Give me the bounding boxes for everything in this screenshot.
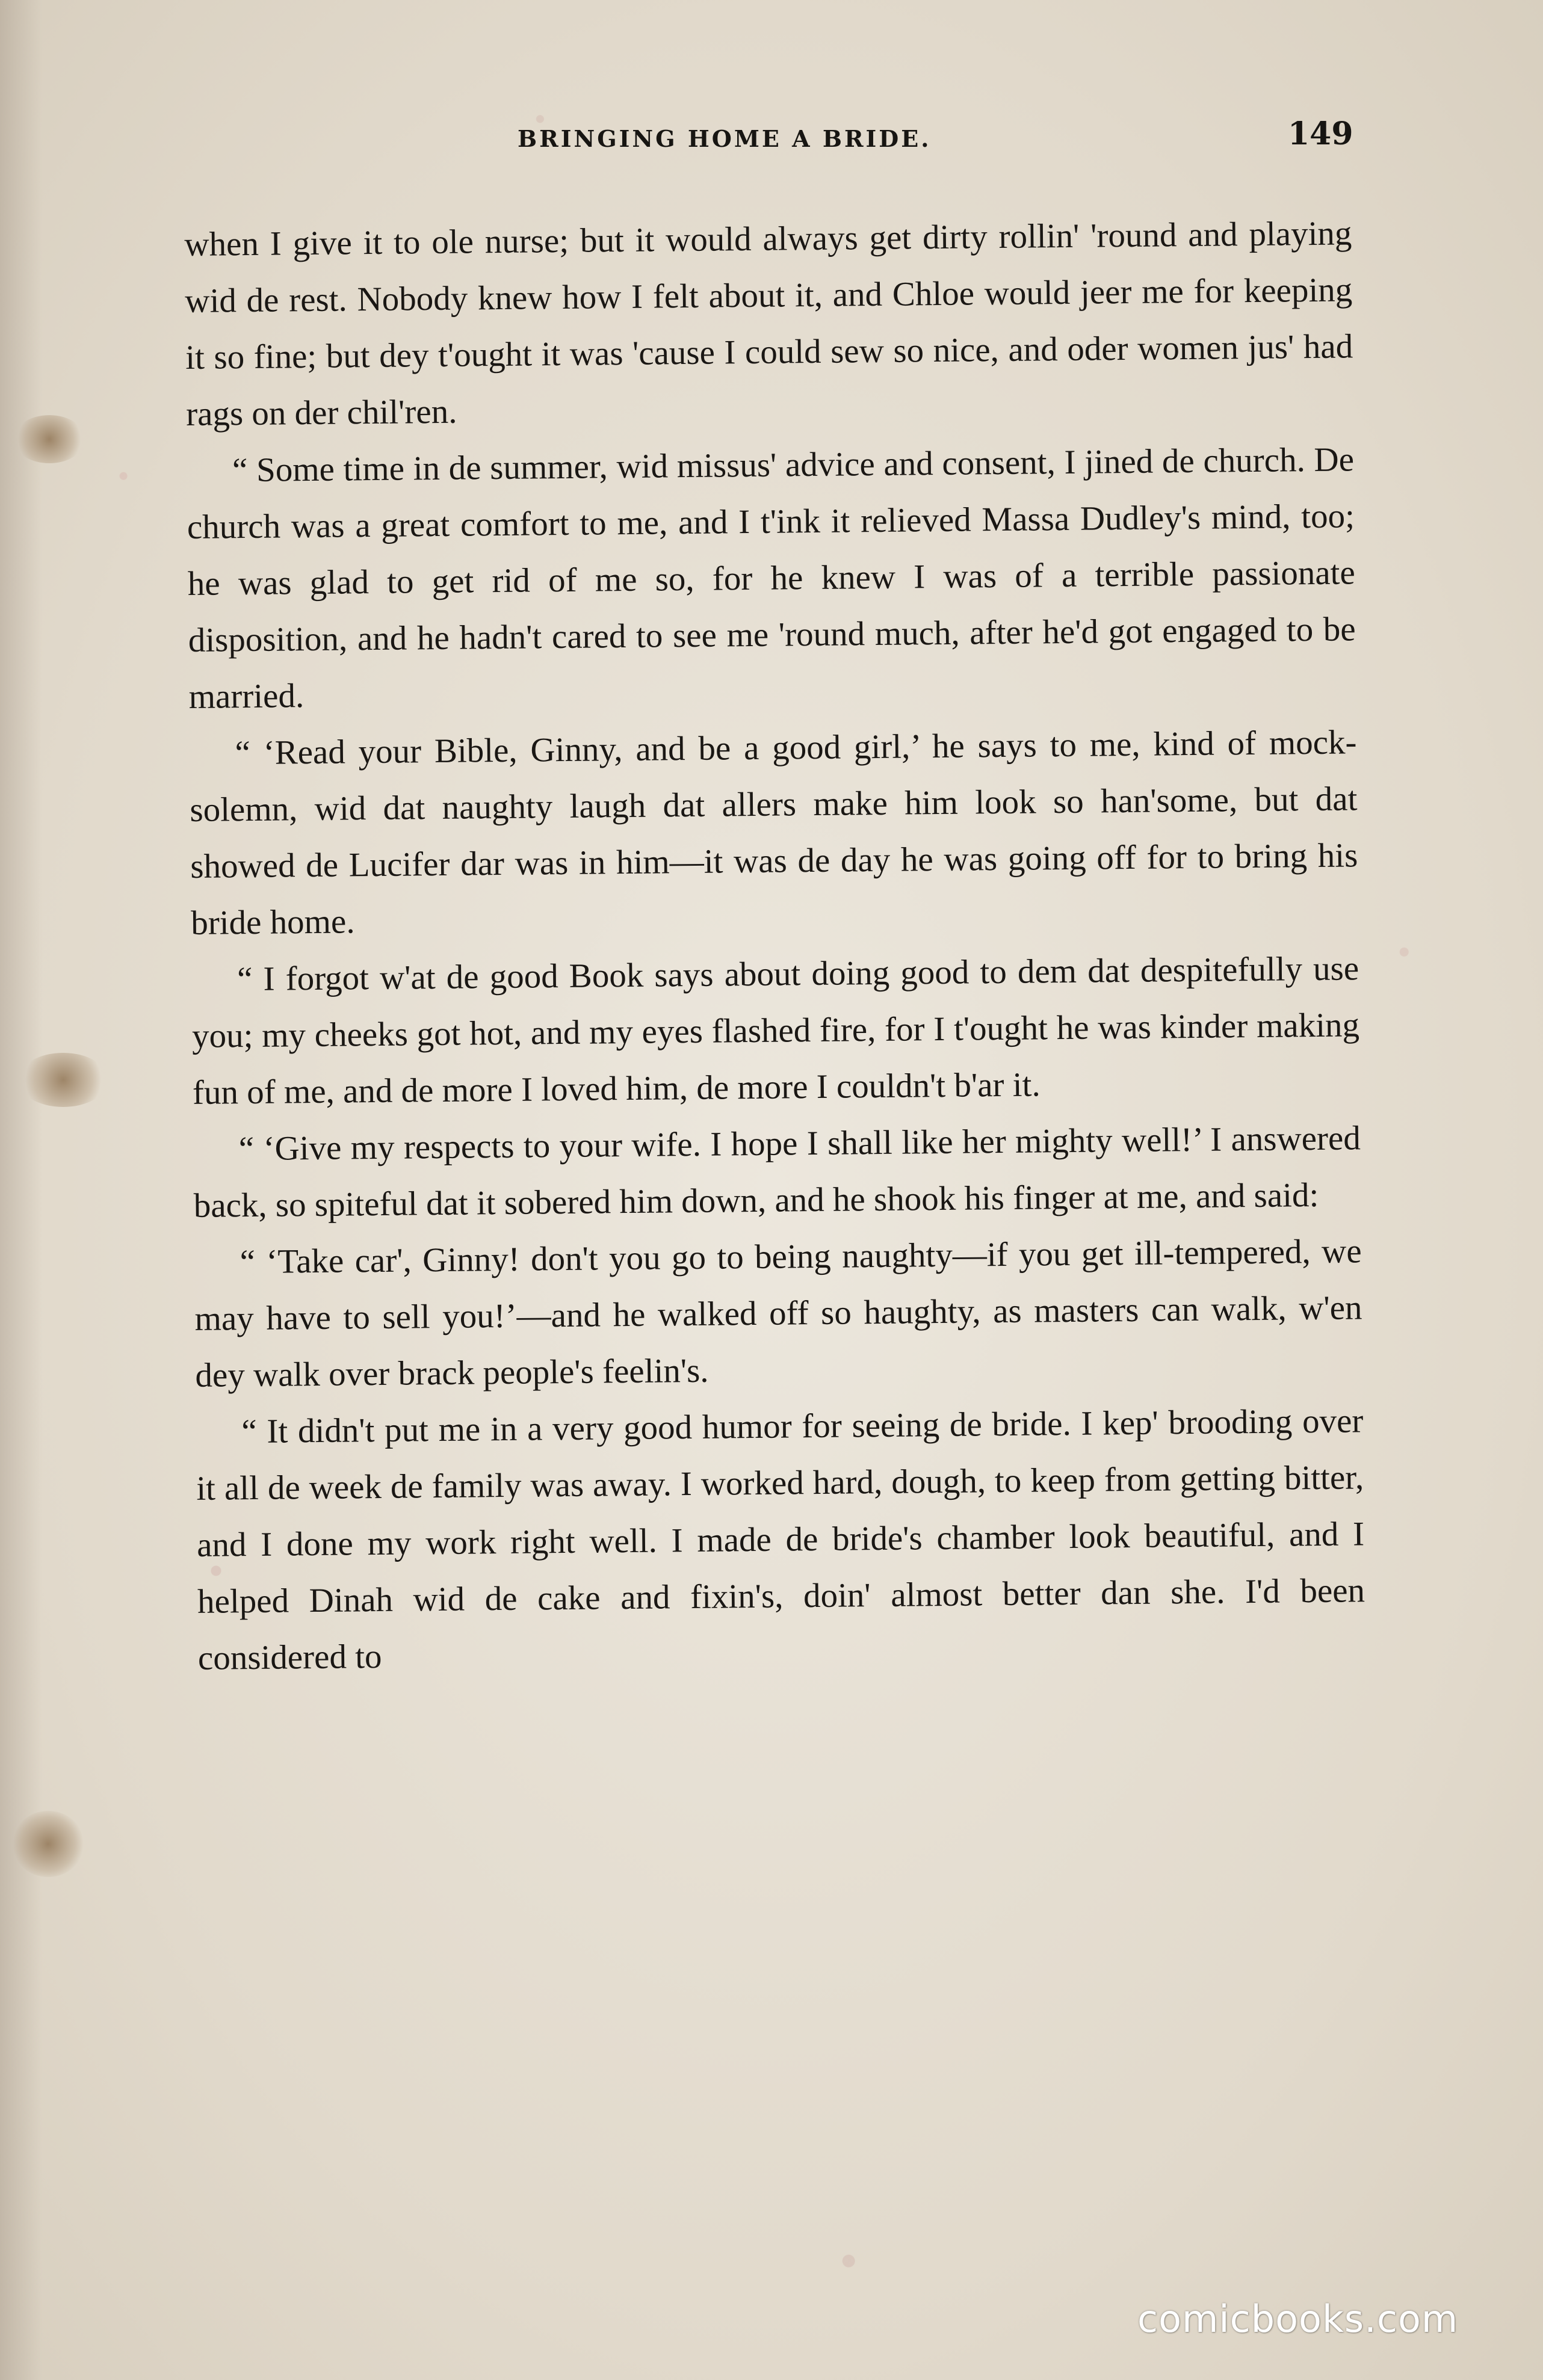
body-text [184,205,1365,1687]
paper-stain [13,415,85,463]
watermark: comicbooks.com [1137,2297,1459,2341]
page-edge-shadow [0,0,42,2380]
page-header [0,116,1543,161]
paragraph: “ ‘Give my respects to your wife. I hope I shall like her mighty well!’ I answered back, so spiteful dat it sobered him down, and he shook his finger at me, and said: [193,1119,1361,1225]
paragraph: when I give it to ole nurse; but it would always get dirty rollin' 'round and playing wid de rest. Nobody knew how I felt about it, and Chloe would jeer me for keeping it so fine; but dey t'ought it was 'cause I could sew so nice, and oder women jus' had rags on der chil'ren. [184,214,1353,433]
paper-stain [12,1811,84,1877]
paragraph: “ ‘Read your Bible, Ginny, and be a good girl,’ he says to me, kind of mock-solemn, wid dat naughty laugh dat allers make him look so han'some, but dat showed de Lucifer dar was in him—it was de day he was going off for to bring his bride home. [190,723,1358,942]
paragraph: “ It didn't put me in a very good humor for seeing de bride. I kep' brooding over it all de week de family was away. I worked hard, dough, to keep from getting bitter, and I done my work right well. I made de bride's chamber look beautiful, and I helped Dinah wid de cake and fixin's, doin' almost better dan she. I'd been considered to [196,1402,1365,1677]
paragraph: “ ‘Take car', Ginny! don't you go to being naughty—if you get ill-tempered, we may have to sell you!’—and he walked off so haughty, as masters can walk, w'en dey walk over brack people's feelin's. [194,1232,1362,1395]
running-head: BRINGING HOME A BRIDE. [518,125,932,152]
paragraph: “ I forgot w'at de good Book says about doing good to dem dat despitefully use you; my cheeks got hot, and my eyes flashed fire, for I t'ought he was kinder making fun of me, and de more I loved him, de more I couldn't b'ar it. [191,949,1360,1112]
paragraph: “ Some time in de summer, wid missus' advice and consent, I jined de church. De church was a great comfort to me, and I t'ink it relieved Massa Dudley's mind, too; he was glad to get rid of me so, for he knew I was of a terrible passionate disposition, and he hadn't cared to see me 'round much, after he'd got engaged to be married. [187,440,1356,716]
page-number: 149 [1288,116,1353,152]
paper-stain [18,1053,108,1107]
